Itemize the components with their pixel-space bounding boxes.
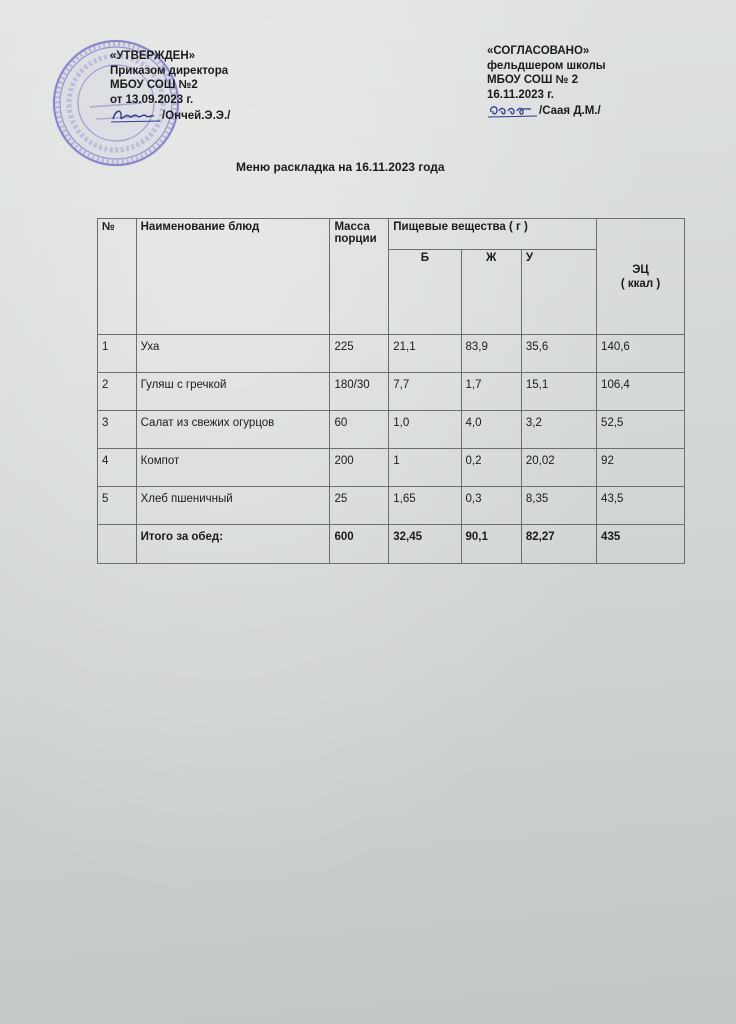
total-carbs: 82,27	[521, 525, 596, 564]
approval-heading: «УТВЕРЖДЕН»	[110, 50, 196, 62]
header-mass-line-1: Масса	[334, 221, 370, 233]
header-number: №	[98, 219, 137, 335]
cell-carbs: 35,6	[521, 335, 596, 373]
cell-dish-name: Салат из свежих огурцов	[136, 411, 330, 449]
agreement-signature-line	[487, 102, 606, 118]
cell-energy: 140,6	[597, 335, 685, 373]
menu-table	[97, 218, 685, 564]
header-portion-mass	[330, 219, 389, 335]
agreement-heading: «СОГЛАСОВАНО»	[487, 45, 590, 57]
table-row	[98, 487, 685, 525]
header-mass-line-2: порции	[334, 233, 377, 245]
agreement-line-2: МБОУ СОШ № 2	[487, 74, 578, 86]
cell-fats: 83,9	[461, 335, 521, 373]
approval-signature-line	[110, 107, 230, 123]
cell-carbs: 8,35	[521, 487, 596, 525]
cell-proteins: 1	[389, 449, 461, 487]
cell-mass: 200	[330, 449, 389, 487]
cell-proteins: 1,65	[389, 487, 461, 525]
header-carbs: У	[521, 250, 596, 335]
header-nutrients: Пищевые вещества ( г )	[389, 219, 597, 250]
total-mass: 600	[330, 525, 389, 564]
table-row	[98, 449, 685, 487]
cell-dish-name: Гуляш с гречкой	[136, 373, 330, 411]
cell-carbs: 3,2	[521, 411, 596, 449]
table-total-row	[98, 525, 685, 564]
director-signature	[110, 107, 162, 123]
agreement-block	[487, 44, 606, 118]
cell-proteins: 1,0	[389, 411, 461, 449]
table-row	[98, 373, 685, 411]
approval-date: от 13.09.2023 г.	[110, 93, 194, 106]
header-dish-name: Наименование блюд	[136, 219, 330, 335]
cell-energy: 43,5	[597, 487, 685, 525]
approval-line-2: МБОУ СОШ №2	[110, 79, 198, 91]
cell-dish-name: Компот	[136, 449, 330, 487]
paramedic-name: /Саая Д.М./	[539, 104, 601, 117]
cell-fats: 0,2	[461, 449, 521, 487]
total-proteins: 32,45	[389, 525, 461, 564]
agreement-date: 16.11.2023 г.	[487, 88, 554, 101]
cell-carbs: 15,1	[521, 373, 596, 411]
header-energy-line-2: ( ккал )	[620, 277, 661, 290]
cell-fats: 4,0	[461, 411, 521, 449]
total-fats: 90,1	[461, 525, 521, 564]
cell-number: 2	[98, 373, 137, 411]
table-header-row	[98, 219, 685, 250]
cell-mass: 60	[330, 411, 389, 449]
cell-energy: 52,5	[597, 411, 685, 449]
cell-number-empty	[98, 525, 137, 564]
cell-number: 1	[98, 335, 137, 373]
cell-dish-name: Хлеб пшеничный	[136, 487, 330, 525]
total-label: Итого за обед:	[136, 525, 330, 564]
cell-energy: 92	[597, 449, 685, 487]
header-energy	[597, 219, 685, 335]
director-name: /Ончей.Э.Э./	[162, 109, 231, 122]
cell-dish-name: Уха	[136, 335, 330, 373]
approval-line-1: Приказом директора	[110, 64, 229, 77]
paramedic-signature	[487, 102, 539, 118]
cell-mass: 25	[330, 487, 389, 525]
cell-number: 5	[98, 487, 137, 525]
table-row	[98, 411, 685, 449]
header-fats: Ж	[461, 250, 521, 335]
cell-mass: 180/30	[330, 373, 389, 411]
approval-block	[110, 49, 230, 123]
cell-proteins: 7,7	[389, 373, 461, 411]
header-energy-line-1: ЭЦ	[632, 263, 649, 276]
cell-mass: 225	[330, 335, 389, 373]
cell-number: 3	[98, 411, 137, 449]
cell-carbs: 20,02	[521, 449, 596, 487]
total-energy: 435	[597, 525, 685, 564]
header-proteins: Б	[389, 250, 461, 335]
cell-fats: 1,7	[461, 373, 521, 411]
table-row	[98, 335, 685, 373]
cell-energy: 106,4	[597, 373, 685, 411]
agreement-line-1: фельдшером школы	[487, 59, 606, 72]
cell-number: 4	[98, 449, 137, 487]
cell-proteins: 21,1	[389, 335, 461, 373]
cell-fats: 0,3	[461, 487, 521, 525]
document-title: Меню раскладка на 16.11.2023 года	[236, 160, 445, 174]
